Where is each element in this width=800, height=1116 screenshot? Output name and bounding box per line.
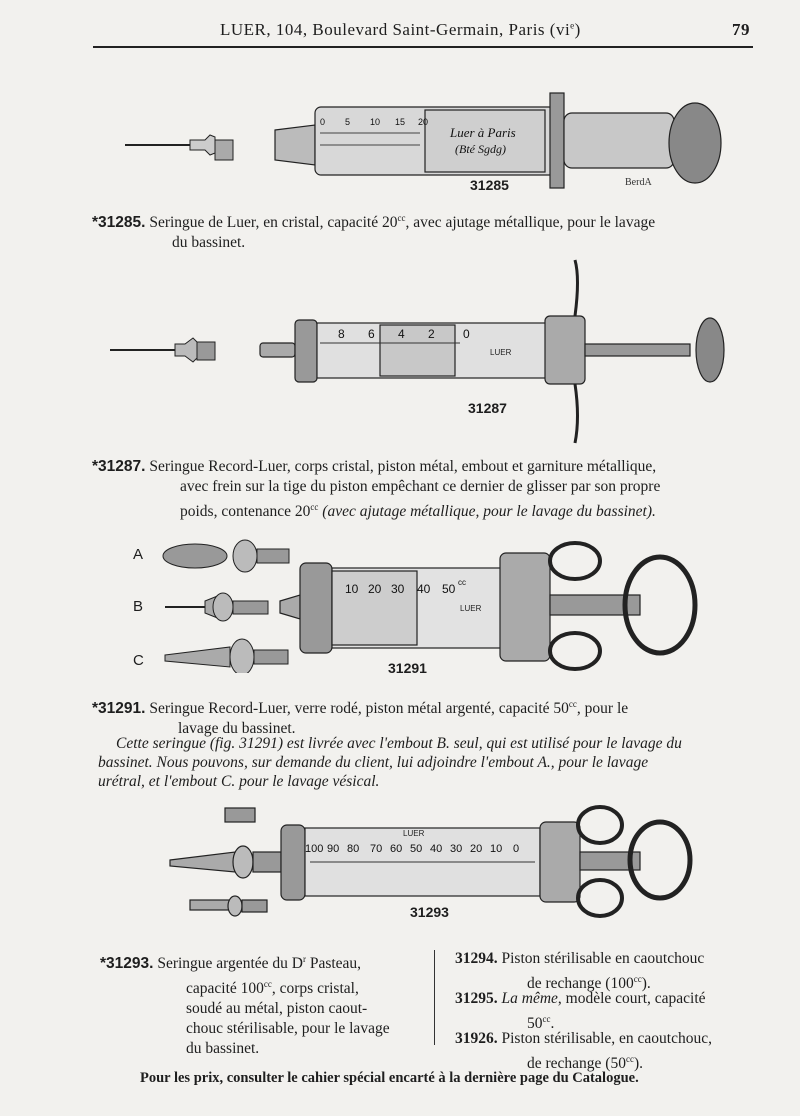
inscription-line-1: Luer à Paris [450, 125, 516, 140]
item-31287: *31287. Seringue Record-Luer, corps cristal, piston métal, embout et garniture métallique, avec frein sur la tige du piston empêchant ce dernier de glisser par son propre poids, contenance $20^{cc}$ (avec ajutage métallique, pour le lavage du bassinet). [92, 458, 661, 521]
page-number: 79 [732, 20, 750, 39]
figure-number-31293: 31293 [410, 904, 449, 920]
figure-number-31287: 31287 [468, 400, 507, 416]
figure-number-31291: 31291 [388, 660, 427, 676]
engraver-mark: BerdA [625, 177, 652, 188]
header-rule [93, 46, 753, 48]
scale-label: 10 [345, 582, 359, 596]
scale-label: 100 [305, 843, 324, 855]
luer-mark: LUER [460, 604, 482, 613]
scale-label: 10 [370, 117, 381, 127]
item-31293: *31293. Seringue argentée du $D^r$ Pasteau, capacité $100^{cc}$, corps cristal, soudé au métal, piston caout- chouc stérilisable, pour le lavage du bassinet. [100, 954, 390, 1058]
scale-label: 70 [370, 843, 383, 855]
tip-letter-a: A [133, 546, 144, 563]
scale-label: 20 [418, 117, 429, 127]
scale-label: 6 [368, 327, 375, 341]
header-title: LUER, 104, Boulevard Saint-Germain, Paris $(vi^e)$ [220, 20, 581, 39]
scale-label: 80 [347, 843, 360, 855]
luer-mark: LUER [403, 829, 425, 838]
footer-note: Pour les prix, consulter le cahier spécial encarté à la dernière page du Catalogue. [140, 1070, 639, 1086]
scale-label: 0 [513, 843, 520, 855]
item-31294: 31294. Piston stérilisable en caoutchouc de rechange $(100^{cc})$. [455, 950, 705, 993]
tip-letter-b: B [133, 598, 144, 615]
syringe-31293-illustration [165, 800, 705, 920]
item-31285: *31285. Seringue de Luer, en cristal, capacité $20^{cc}$, avec ajutage métallique, pour le lavage du bassinet. [92, 213, 656, 252]
inscription-line-2: (Bté Sgdg) [455, 142, 506, 156]
scale-label: 60 [390, 843, 403, 855]
scale-label: 0 [463, 327, 470, 341]
syringe-31285-illustration [120, 85, 730, 195]
scale-label: 15 [395, 117, 406, 127]
page-header [95, 20, 750, 46]
scale-label: 50 [410, 843, 423, 855]
scale-label: 2 [428, 327, 435, 341]
item-31291: *31291. Seringue Record-Luer, verre rodé, piston métal argenté, capacité $50^{cc}$, pour le lavage du bassinet. [92, 699, 629, 738]
scale-label: 10 [490, 843, 503, 855]
column-divider [434, 950, 435, 1045]
scale-label: 50 [442, 582, 456, 596]
scale-unit: cc [458, 578, 466, 587]
scale-label: 20 [368, 582, 382, 596]
scale-label: 20 [470, 843, 483, 855]
scale-label: 4 [398, 327, 405, 341]
figure-number-31285: 31285 [470, 177, 509, 193]
note-31291: Cette seringue (fig. 31291) est livrée avec l'embout B. seul, qui est utilisé pour le lavage du bassinet. Nous pouvons, sur demande du client, lui adjoindre l'embout A., pour le lavage urétral, et l'embout C. pour le lavage vésical. [98, 735, 682, 790]
scale-label: 30 [450, 843, 463, 855]
scale-label: 30 [391, 582, 405, 596]
syringe-31287-illustration [105, 258, 745, 448]
item-31926: 31926. Piston stérilisable, en caoutchouc, de rechange $(50^{cc})$. [455, 1030, 712, 1073]
scale-label: 40 [417, 582, 431, 596]
luer-mark: LUER [490, 348, 512, 357]
scale-label: 5 [345, 117, 351, 127]
tip-letter-c: C [133, 652, 144, 669]
item-31295: 31295. La même, modèle court, capacité $50^{cc}$. [455, 990, 706, 1033]
scale-label: 40 [430, 843, 443, 855]
scale-label: 90 [327, 843, 340, 855]
scale-label: 0 [320, 117, 326, 127]
scale-label: 8 [338, 327, 345, 341]
syringe-31291-illustration [160, 533, 710, 673]
